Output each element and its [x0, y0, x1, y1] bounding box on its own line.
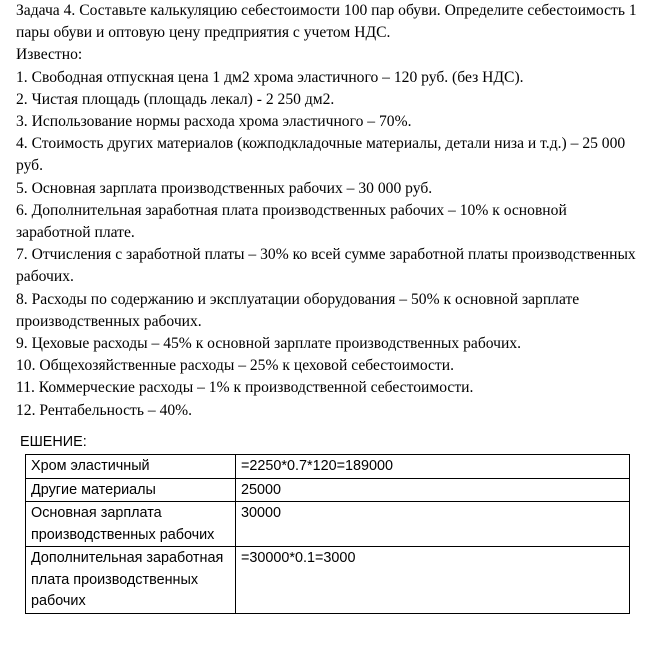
cost-item-cell: Хром эластичный [26, 455, 236, 479]
cost-formula-cell: 30000 [236, 502, 630, 547]
cost-item-cell: Дополнительная заработная плата производственных рабочих [26, 547, 236, 614]
cost-item-cell: Основная зарплата производственных рабочих [26, 502, 236, 547]
cost-calculation-table [25, 454, 630, 614]
table-row [26, 455, 630, 479]
condition-item: 7. Отчисления с заработной платы – 30% ко всей сумме заработной платы производственных рабочих. [16, 246, 636, 286]
condition-item: 11. Коммерческие расходы – 1% к производственной себестоимости. [16, 379, 474, 397]
condition-item: 3. Использование нормы расхода хрома эластичного – 70%. [16, 113, 412, 131]
table-row [26, 502, 630, 547]
condition-item: 12. Рентабельность – 40%. [16, 401, 193, 419]
condition-item: 8. Расходы по содержанию и эксплуатации оборудования – 50% к основной зарплате производственных рабочих. [16, 290, 580, 330]
cost-formula-cell: =30000*0.1=3000 [236, 547, 630, 614]
cost-formula-cell: =2250*0.7*120=189000 [236, 455, 630, 479]
table-row [26, 478, 630, 502]
condition-item: 5. Основная зарплата производственных рабочих – 30 000 руб. [16, 179, 433, 197]
condition-item: 4. Стоимость других материалов (кожподкладочные материалы, детали низа и т.д.) – 25 000 руб. [16, 135, 626, 175]
condition-item: 1. Свободная отпускная цена 1 дм2 хрома эластичного – 120 руб. (без НДС). [16, 68, 524, 86]
task-intro: Задача 4. Составьте калькуляцию себестоимости 100 пар обуви. Определите себестоимость 1 пары обуви и оптовую цену предприятия с учетом НДС. [16, 2, 637, 42]
cost-formula-cell: 25000 [236, 478, 630, 502]
condition-item: 10. Общехозяйственные расходы – 25% к цеховой себестоимости. [16, 357, 454, 375]
table-row [26, 547, 630, 614]
cost-item-cell: Другие материалы [26, 478, 236, 502]
condition-item: 6. Дополнительная заработная плата производственных рабочих – 10% к основной заработной плате. [16, 201, 567, 242]
task-document [16, 0, 642, 466]
condition-item: 9. Цеховые расходы – 45% к основной зарплате производственных рабочих. [16, 335, 522, 353]
condition-item: 2. Чистая площадь (площадь лекал) - 2 250 дм2. [16, 90, 335, 108]
solution-heading: ЕШЕНИЕ: [20, 433, 87, 450]
known-label: Известно: [16, 46, 83, 64]
